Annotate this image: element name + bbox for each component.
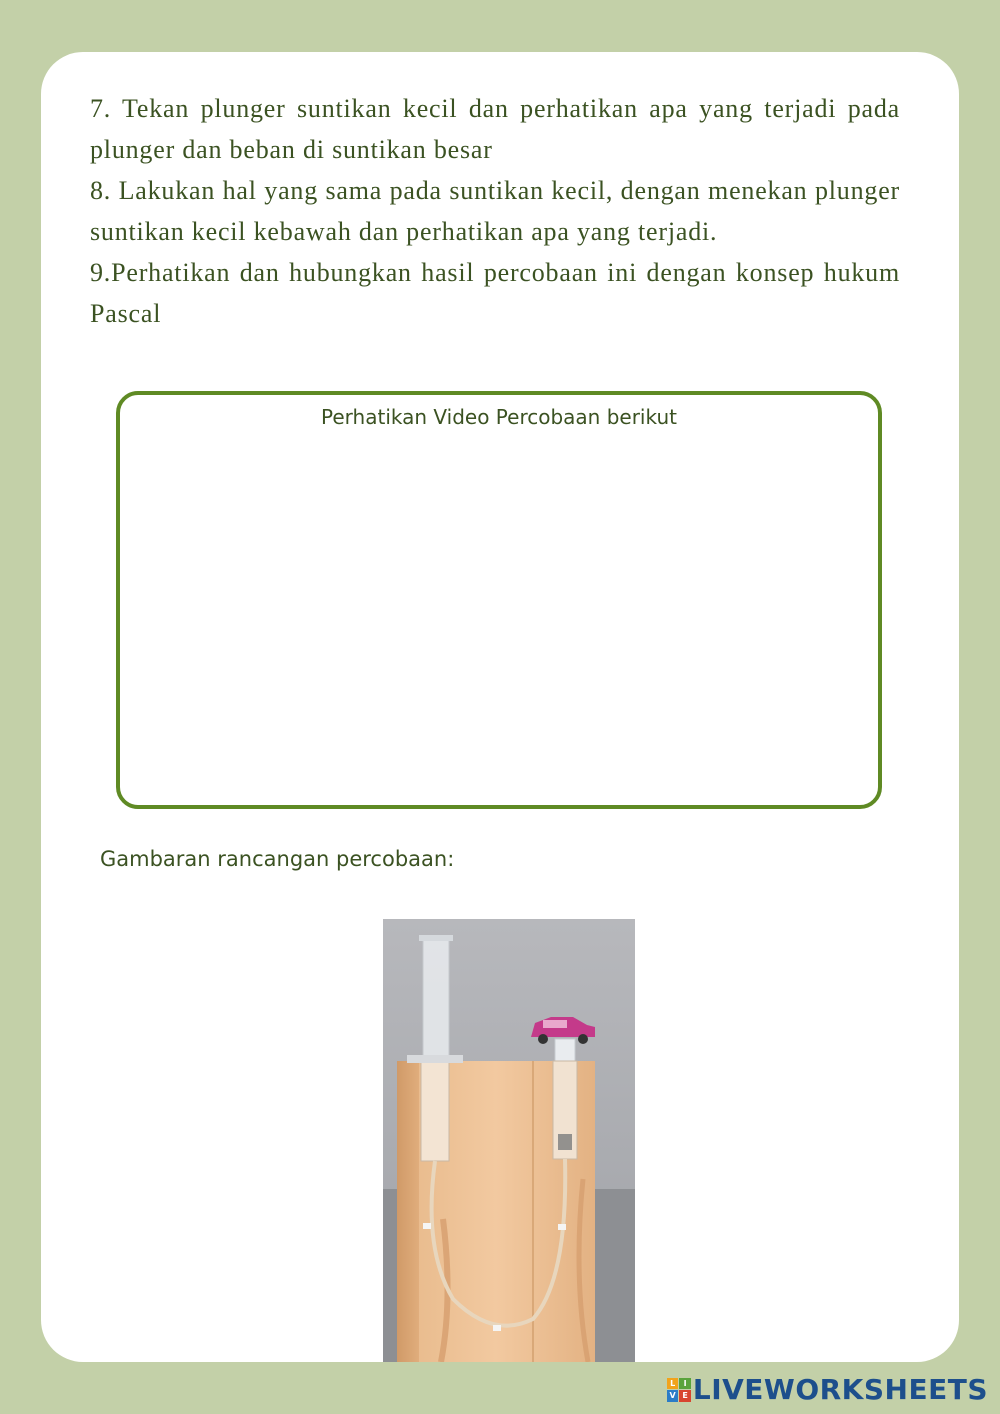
brand-name: LIVEWORKSHEETS bbox=[692, 1373, 988, 1406]
design-caption: Gambaran rancangan percobaan: bbox=[100, 847, 455, 871]
step-7: 7. Tekan plunger suntikan kecil dan perhatikan apa yang terjadi pada plunger dan beban di suntikan besar bbox=[90, 94, 900, 164]
step-9: 9.Perhatikan dan hubungkan hasil percobaan ini dengan konsep hukum Pascal bbox=[90, 258, 900, 328]
experiment-photo bbox=[383, 919, 635, 1362]
video-frame[interactable] bbox=[116, 391, 882, 809]
brand-badge-icon: L I V E bbox=[667, 1378, 691, 1402]
instruction-steps bbox=[90, 88, 900, 334]
liveworksheets-logo bbox=[667, 1373, 988, 1406]
step-8: 8. Lakukan hal yang sama pada suntikan kecil, dengan menekan plunger suntikan kecil kebawah dan perhatikan apa yang terjadi. bbox=[90, 176, 900, 246]
video-title: Perhatikan Video Percobaan berikut bbox=[321, 405, 677, 429]
